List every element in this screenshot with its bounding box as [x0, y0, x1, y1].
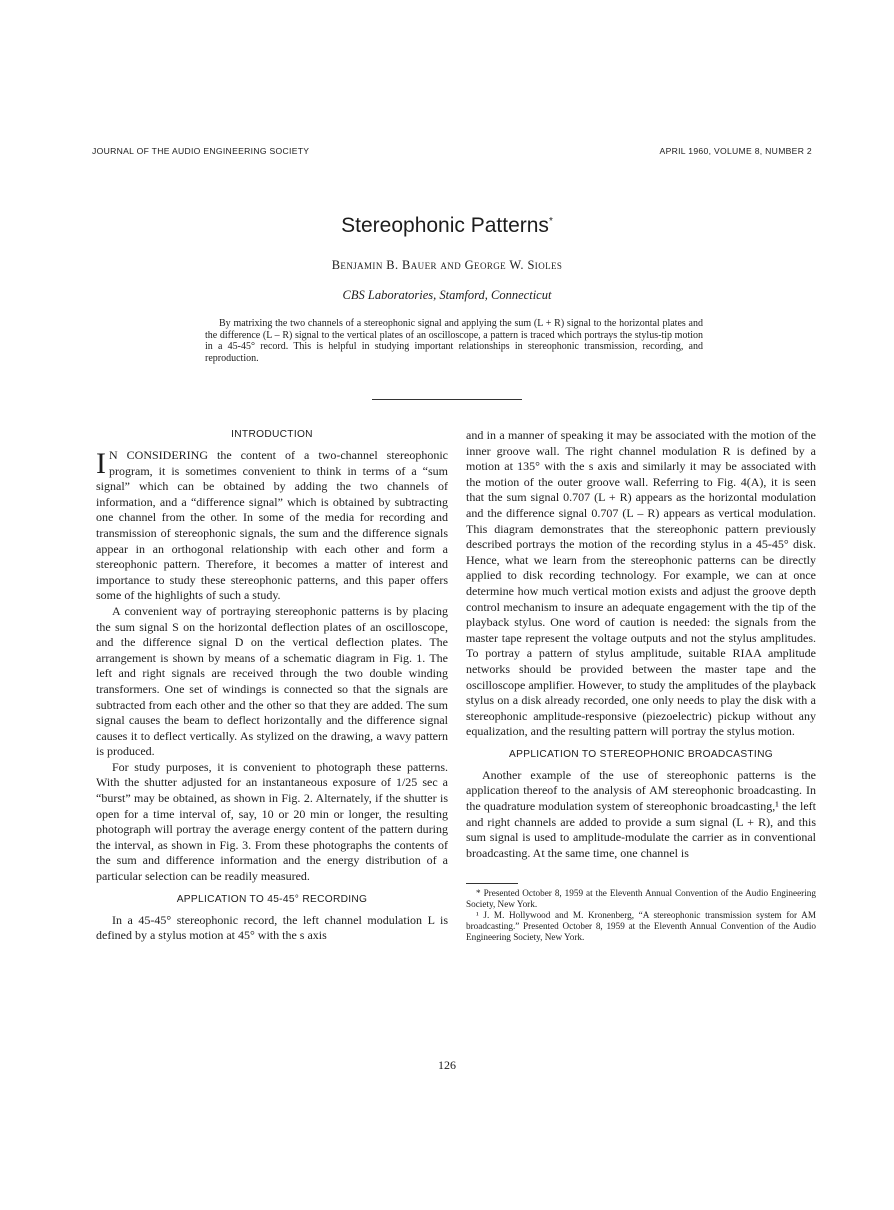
authors: Benjamin B. Bauer and George W. Sioles	[331, 258, 563, 272]
issue-info: APRIL 1960, VOLUME 8, NUMBER 2	[659, 146, 812, 156]
journal-name: JOURNAL OF THE AUDIO ENGINEERING SOCIETY	[92, 146, 310, 156]
section-divider	[372, 399, 522, 400]
footnotes	[466, 869, 816, 942]
title-footnote-mark: *	[548, 216, 553, 227]
heading-stereophonic-broadcasting: APPLICATION TO STEREOPHONIC BROADCASTING	[509, 748, 773, 760]
footnote-star: * Presented October 8, 1959 at the Eleventh Annual Convention of the Audio Engineering Society, New York.	[466, 888, 816, 910]
page-number: 126	[438, 1058, 456, 1072]
broadcasting-paragraph-1: Another example of the use of stereophonic patterns is the application thereof to the analysis of AM stereophonic broadcasting. In the quadrature modulation system of stereophonic broadcasting,¹ the left and right channels are added to provide a sum signal (L + R), and this sum signal is used to amplitude-modulate the carrier as in conventional broadcasting. At the same time, one channel is	[466, 767, 816, 860]
recording-paragraph-1: In a 45-45° stereophonic record, the left channel modulation L is defined by a stylus motion at 45° with the s axis	[96, 912, 448, 943]
heading-introduction: INTRODUCTION	[231, 429, 313, 440]
intro-paragraph-2: A convenient way of portraying stereophonic patterns is by placing the sum signal S on the horizontal deflection plates of an oscilloscope, and the difference signal D on the vertical deflection plates. The arrangement is shown by means of a schematic diagram in Fig. 1. The left and right signals are received through the two double winding transformers. One set of windings is connected so that the signals are subtracted from each other and the other so that they are added. The sum signal causes the beam to deflect horizontally and the difference signal causes it to deflect vertically. As stylized on the drawing, a wavy pattern is produced.	[96, 603, 448, 759]
footnote-rule	[466, 883, 518, 884]
title-text: Stereophonic Patterns	[341, 214, 549, 237]
intro-paragraph-1: I N CONSIDERING the content of a two-channel stereophonic program, it is sometimes convenient to think in terms of a “sum signal” which can be obtained by adding the two channels of information, and a “difference signal” which is obtained by subtracting one channel from the other. In some of the media for recording and transmission of stereophonic signals, the sum and the difference signals appear in an orthogonal relationship with each other and form a stereophonic pattern. Therefore, it becomes a matter of interest and importance to study these stereophonic patterns, and this paper offers some of the highlights of such a study.	[96, 447, 448, 603]
footnote-1: ¹ J. M. Hollywood and M. Kronenberg, “A stereophonic transmission system for AM broadcasting.” Presented October 8, 1959 at the Eleventh Annual Convention of the Audio Engineering Society, New York.	[466, 910, 816, 942]
drop-cap: I	[96, 447, 106, 480]
affiliation: CBS Laboratories, Stamford, Connecticut	[342, 288, 552, 302]
left-column	[96, 428, 448, 944]
intro-paragraph-3: For study purposes, it is convenient to photograph these patterns. With the shutter adjusted for an instantaneous exposure of 1/25 sec a “burst” may be obtained, as shown in Fig. 2. Alternately, if the shutter is open for a time interval of, say, 10 or 20 min or longer, the resulting photograph will portray the average energy content of the pattern during the interval, as shown in Fig. 3. From these photographs the contents of the sum and difference information and the energy distribution of a particular selection can be readily measured.	[96, 759, 448, 884]
recording-paragraph-continued: and in a manner of speaking it may be associated with the motion of the inner groove wall. The right channel modulation R is defined by a motion at 135° with the s axis and similarly it may be associated with the motion of the outer groove wall. Referring to Fig. 4(A), it is seen that the sum signal 0.707 (L + R) appears as the horizontal modulation and the difference signal 0.707 (L – R) appears as vertical modulation. This diagram demonstrates that the stereophonic pattern previously described portrays the motion of the recording stylus in a 45-45° disk. Hence, what we learn from the stereophonic patterns can be directly applied to disk recording technology. For example, we can at once determine how much vertical motion exists and adjust the groove depth control mechanism to insure an adequate engagement with the tip of the playback stylus. One word of caution is needed: the signals from the master tape represent the voltage outputs and not the stylus amplitudes. To portray a pattern of stylus amplitude, suitable RIAA amplitude networks should be provided between the master tape and the oscilloscope amplifier. However, to study the amplitudes of the playback stylus on a disk already recorded, one only needs to play the disk with a stereophonic amplitude-responsive (piezoelectric) pickup without any equalization, and the resulting pattern will portray the stylus motion.	[466, 428, 816, 739]
abstract: By matrixing the two channels of a stereophonic signal and applying the sum (L + R) signal to the horizontal plates and the difference (L – R) signal to the vertical plates of an oscilloscope, a pattern is traced which portrays the stylus-tip motion in a 45-45° record. This is helpful in studying important relationships in stereophonic transmission, recording, and reproduction.	[205, 318, 703, 364]
right-column	[466, 428, 816, 942]
heading-45-45-recording: APPLICATION TO 45-45° RECORDING	[176, 893, 368, 905]
article-title	[0, 214, 894, 238]
